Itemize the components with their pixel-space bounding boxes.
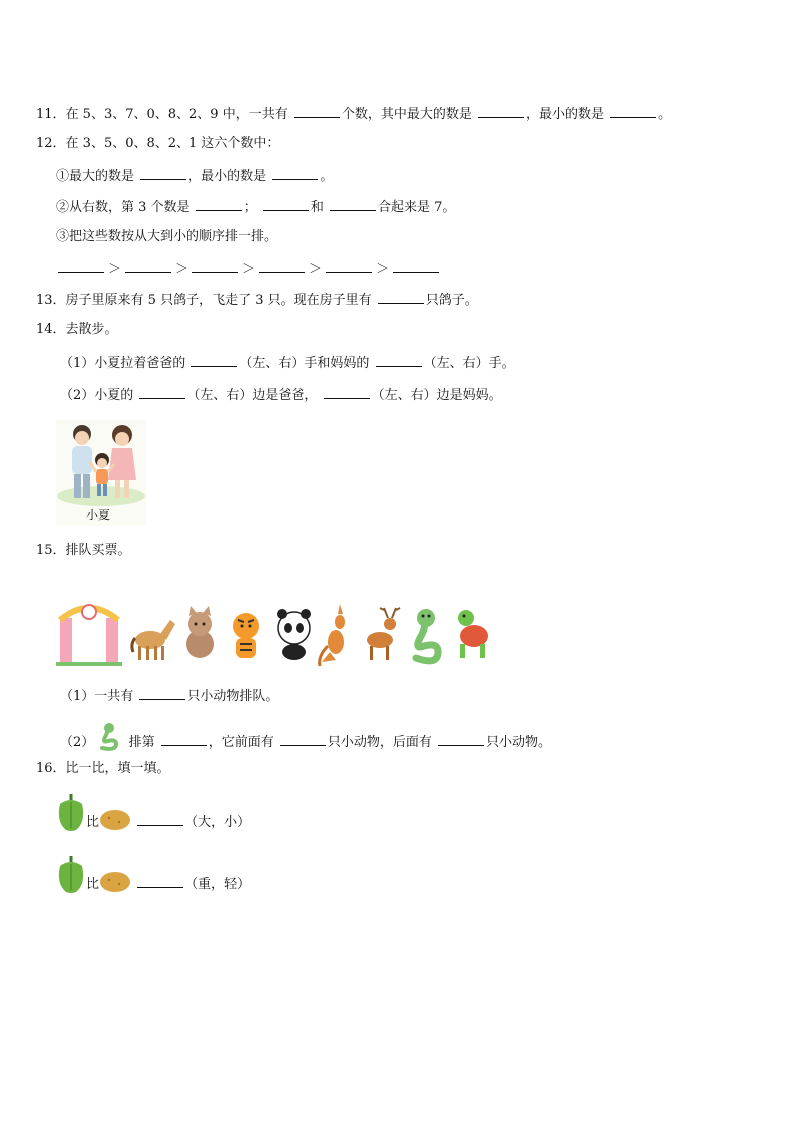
q12-blank-b[interactable]	[330, 197, 376, 211]
cat-icon	[186, 606, 214, 658]
question-14-stem: 14．去散步。	[36, 322, 118, 337]
family-walk-illustration	[56, 420, 146, 526]
q14-text: （左、右）手。	[423, 356, 515, 371]
panda-icon	[277, 609, 311, 660]
q15-text: 只小动物排队。	[187, 689, 279, 704]
question-14-part-2	[60, 385, 502, 405]
q13-text: 13．房子里原来有 5 只鸽子，飞走了 3 只。现在房子里有	[36, 293, 372, 308]
q14-text: （1）小夏拉着爸爸的	[60, 356, 186, 371]
q14-text: （左、右）边是爸爸，	[187, 388, 318, 403]
q16-text: 比	[86, 877, 100, 892]
order-blank[interactable]	[192, 259, 238, 273]
q12-text: ；	[243, 200, 257, 215]
q13-blank[interactable]	[378, 290, 424, 304]
q12-blank-max[interactable]	[140, 166, 186, 180]
order-blank[interactable]	[125, 259, 171, 273]
question-12-stem: 12．在 3、5、0、8、2、1 这六个数中：	[36, 136, 280, 151]
question-16-row-1	[56, 792, 250, 832]
q11-text: 个数，其中最大的数是	[341, 107, 472, 122]
question-14-part-1	[60, 353, 515, 373]
q14-blank-mom-hand[interactable]	[376, 353, 422, 367]
order-blank[interactable]	[259, 259, 305, 273]
q11-blank-count[interactable]	[294, 104, 340, 118]
question-15-part-1	[60, 686, 278, 706]
question-12-part-1	[56, 166, 333, 186]
question-16-row-2	[56, 854, 250, 894]
q12-text: 和	[310, 200, 324, 215]
q12-text: 。	[320, 169, 334, 184]
snake-icon	[416, 609, 438, 661]
question-13	[36, 290, 478, 310]
green-pepper-icon	[56, 792, 86, 832]
q14-text: （2）小夏的	[60, 388, 134, 403]
question-15-part-2	[60, 732, 551, 752]
q15-text: （1）一共有	[60, 689, 134, 704]
q16-blank-weight[interactable]	[137, 874, 183, 888]
q15-blank-back[interactable]	[438, 732, 484, 746]
greater-than-sign: ＞	[376, 262, 390, 277]
q14-blank-mom-side[interactable]	[324, 385, 370, 399]
greater-than-sign: ＞	[108, 262, 122, 277]
order-blank[interactable]	[393, 259, 439, 273]
q16-text: 比	[86, 815, 100, 830]
question-16-stem: 16．比一比，填一填。	[36, 761, 170, 776]
order-blank[interactable]	[326, 259, 372, 273]
q14-blank-dad-hand[interactable]	[191, 353, 237, 367]
q16-blank-size[interactable]	[137, 812, 183, 826]
q15-text: 排第	[128, 735, 155, 750]
q14-text: （左、右）手和妈妈的	[239, 356, 370, 371]
q14-blank-dad-side[interactable]	[139, 385, 185, 399]
q15-blank-position[interactable]	[161, 732, 207, 746]
q13-text: 只鸽子。	[425, 293, 478, 308]
question-12-part-2	[56, 197, 455, 217]
tiger-icon	[233, 613, 259, 658]
greater-than-sign: ＞	[175, 262, 189, 277]
q11-text: 。	[658, 107, 672, 122]
q14-text: （左、右）边是妈妈。	[371, 388, 502, 403]
question-15-stem: 15．排队买票。	[36, 543, 131, 558]
q16-text: （重，轻）	[185, 877, 251, 892]
q12-blank-min[interactable]	[272, 166, 318, 180]
park-gate-icon	[56, 605, 122, 666]
question-12-order-row	[56, 259, 441, 279]
q12-text: ，最小的数是	[188, 169, 267, 184]
green-pepper-icon	[56, 854, 86, 894]
snake-icon	[98, 721, 124, 751]
greater-than-sign: ＞	[242, 262, 256, 277]
q12-text: 合起来是 7。	[378, 200, 456, 215]
q11-text: ，最小的数是	[526, 107, 605, 122]
q15-text: ，它前面有	[208, 735, 274, 750]
q12-blank-a[interactable]	[263, 197, 309, 211]
horse-icon	[132, 620, 175, 660]
q11-text: 11．在 5、3、7、0、8、2、9 中，一共有	[36, 107, 288, 122]
potato-icon	[99, 808, 131, 832]
order-blank[interactable]	[58, 259, 104, 273]
q11-blank-min[interactable]	[610, 104, 656, 118]
q12-text: ②从右数，第 3 个数是	[56, 200, 190, 215]
q12-blank-third[interactable]	[196, 197, 242, 211]
q15-text: 只小动物。	[486, 735, 552, 750]
q15-text: （2）	[60, 735, 95, 750]
q15-blank-total[interactable]	[139, 686, 185, 700]
q11-blank-max[interactable]	[478, 104, 524, 118]
potato-icon	[99, 870, 131, 894]
question-11	[36, 104, 671, 124]
question-12-part-3: ③把这些数按从大到小的顺序排一排。	[56, 229, 278, 244]
q16-text: （大，小）	[185, 815, 251, 830]
q12-text: ①最大的数是	[56, 169, 135, 184]
turtle-icon	[458, 610, 488, 658]
kangaroo-icon	[320, 604, 345, 666]
q15-blank-front[interactable]	[280, 732, 326, 746]
greater-than-sign: ＞	[309, 262, 323, 277]
figure-caption: 小夏	[86, 508, 111, 522]
q15-text: 只小动物，后面有	[327, 735, 432, 750]
animal-queue	[56, 600, 496, 670]
deer-icon	[367, 608, 400, 660]
